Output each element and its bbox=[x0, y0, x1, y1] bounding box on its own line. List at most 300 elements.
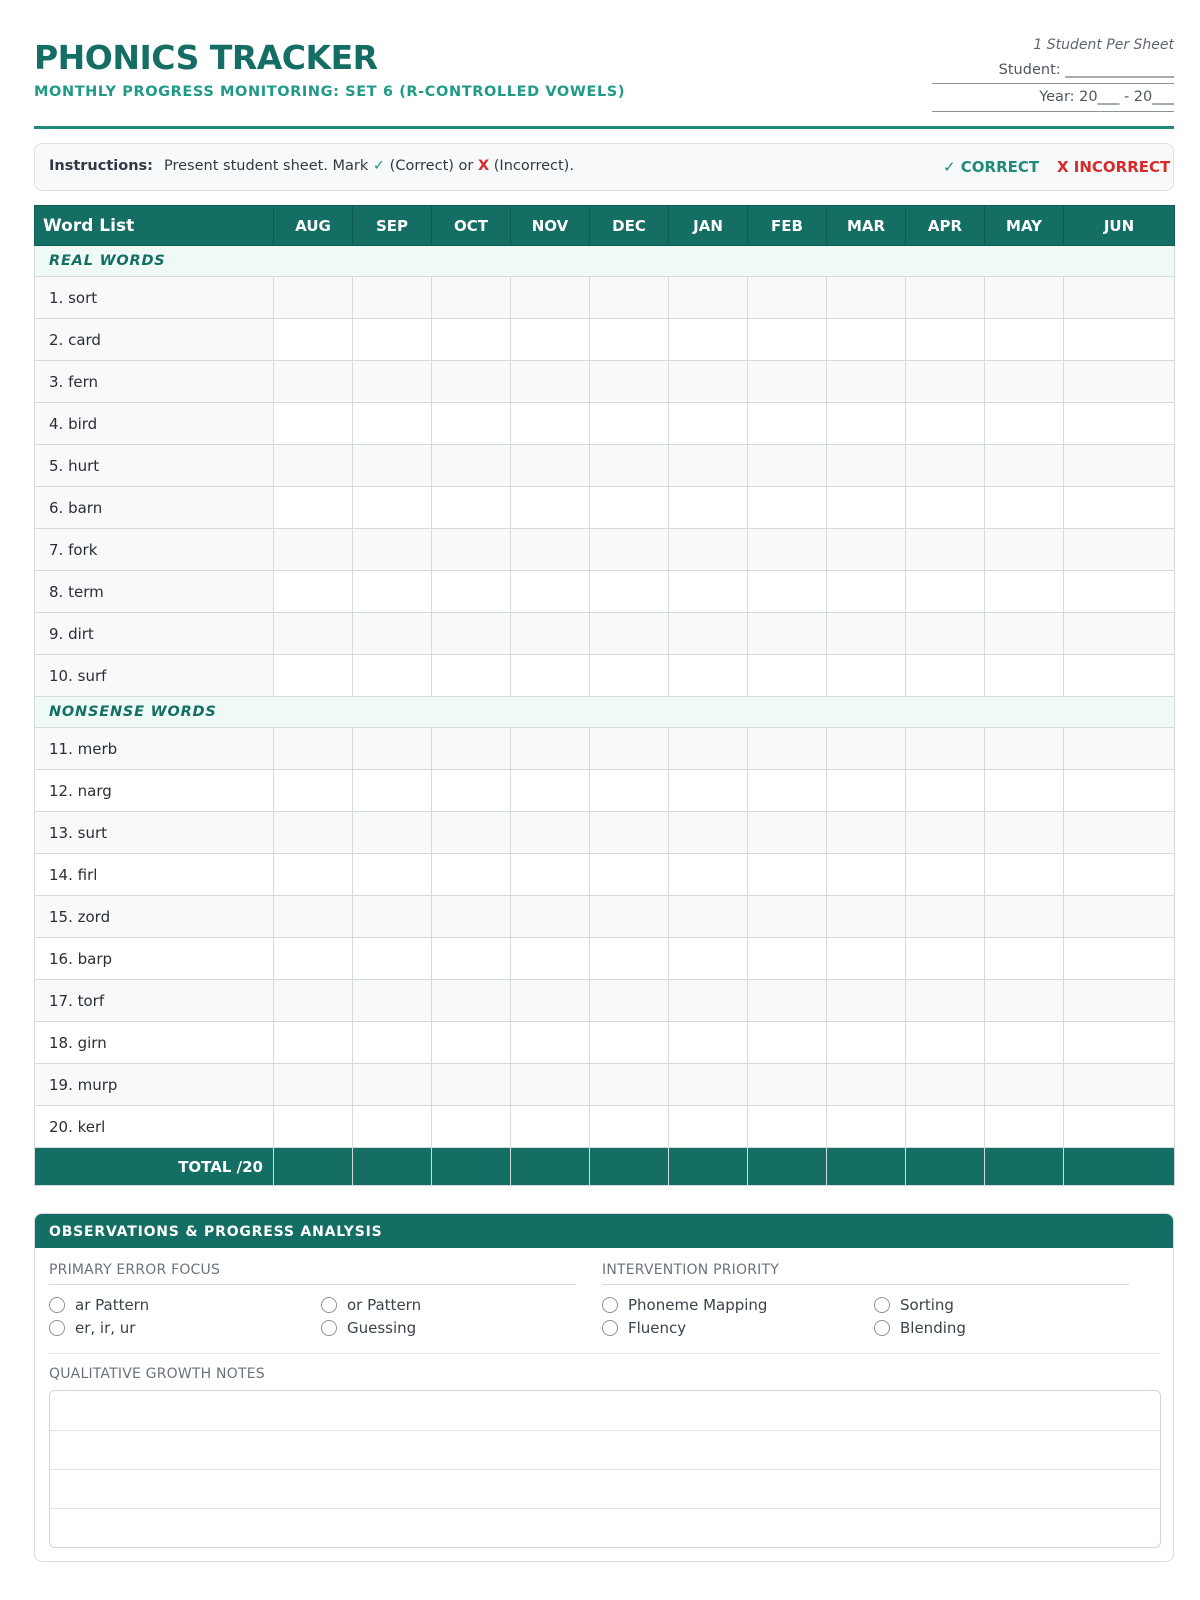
header-divider bbox=[34, 126, 1174, 129]
month-header-oct: OCT bbox=[432, 206, 511, 246]
score-cell[interactable] bbox=[432, 487, 511, 529]
option-blending[interactable] bbox=[874, 1319, 966, 1337]
word-list-header: Word List bbox=[35, 206, 274, 246]
score-cell[interactable] bbox=[985, 1106, 1064, 1148]
option-label: Phoneme Mapping bbox=[628, 1296, 768, 1314]
score-cell[interactable] bbox=[906, 938, 985, 980]
score-cell[interactable] bbox=[353, 770, 432, 812]
table-header-row bbox=[35, 206, 1175, 246]
score-cell[interactable] bbox=[669, 613, 748, 655]
score-cell[interactable] bbox=[274, 980, 353, 1022]
score-cell[interactable] bbox=[353, 1106, 432, 1148]
score-cell[interactable] bbox=[432, 361, 511, 403]
score-cell[interactable] bbox=[274, 445, 353, 487]
score-cell[interactable] bbox=[906, 1022, 985, 1064]
score-cell[interactable] bbox=[1064, 1064, 1175, 1106]
option-ar-pattern[interactable] bbox=[49, 1296, 149, 1314]
score-cell[interactable] bbox=[511, 445, 590, 487]
score-cell[interactable] bbox=[1064, 938, 1175, 980]
tracker-page bbox=[34, 0, 1174, 1382]
score-cell[interactable] bbox=[827, 728, 906, 770]
score-cell[interactable] bbox=[274, 938, 353, 980]
score-cell[interactable] bbox=[669, 938, 748, 980]
score-cell[interactable] bbox=[590, 812, 669, 854]
score-cell[interactable] bbox=[748, 529, 827, 571]
score-cell[interactable] bbox=[985, 613, 1064, 655]
score-cell[interactable] bbox=[353, 854, 432, 896]
score-cell[interactable] bbox=[274, 896, 353, 938]
score-cell[interactable] bbox=[432, 529, 511, 571]
score-cell[interactable] bbox=[590, 1022, 669, 1064]
score-cell[interactable] bbox=[353, 728, 432, 770]
score-cell[interactable] bbox=[669, 529, 748, 571]
score-cell[interactable] bbox=[511, 1022, 590, 1064]
instructions-bar bbox=[34, 143, 1174, 191]
score-cell[interactable] bbox=[1064, 655, 1175, 697]
score-cell[interactable] bbox=[274, 812, 353, 854]
score-cell[interactable] bbox=[827, 1022, 906, 1064]
score-cell[interactable] bbox=[906, 403, 985, 445]
month-header-dec: DEC bbox=[590, 206, 669, 246]
score-cell[interactable] bbox=[590, 613, 669, 655]
total-row bbox=[35, 1148, 1175, 1186]
score-cell[interactable] bbox=[827, 1064, 906, 1106]
score-cell[interactable] bbox=[511, 938, 590, 980]
score-cell[interactable] bbox=[590, 854, 669, 896]
student-field[interactable]: Student: _______________ bbox=[932, 62, 1174, 84]
score-cell[interactable] bbox=[511, 529, 590, 571]
score-cell[interactable] bbox=[1064, 896, 1175, 938]
score-cell[interactable] bbox=[906, 613, 985, 655]
score-cell[interactable] bbox=[985, 487, 1064, 529]
score-cell[interactable] bbox=[669, 854, 748, 896]
score-cell[interactable] bbox=[353, 487, 432, 529]
score-cell[interactable] bbox=[1064, 445, 1175, 487]
score-cell[interactable] bbox=[906, 1064, 985, 1106]
score-cell[interactable] bbox=[748, 770, 827, 812]
score-cell[interactable] bbox=[590, 770, 669, 812]
word-cell: 16. barp bbox=[35, 938, 274, 980]
score-cell[interactable] bbox=[985, 728, 1064, 770]
score-cell[interactable] bbox=[748, 938, 827, 980]
score-cell[interactable] bbox=[748, 812, 827, 854]
radio-icon[interactable] bbox=[874, 1320, 890, 1336]
radio-icon[interactable] bbox=[874, 1297, 890, 1313]
year-field[interactable]: Year: 20___ - 20___ bbox=[932, 89, 1174, 112]
section-divider bbox=[49, 1353, 1159, 1354]
score-cell[interactable] bbox=[827, 277, 906, 319]
score-cell[interactable] bbox=[827, 655, 906, 697]
growth-notes-area[interactable] bbox=[49, 1390, 1161, 1548]
score-cell[interactable] bbox=[748, 403, 827, 445]
score-cell[interactable] bbox=[1064, 1022, 1175, 1064]
score-cell[interactable] bbox=[432, 445, 511, 487]
score-cell[interactable] bbox=[985, 529, 1064, 571]
score-cell[interactable] bbox=[274, 361, 353, 403]
score-cell[interactable] bbox=[906, 728, 985, 770]
score-cell[interactable] bbox=[590, 655, 669, 697]
observations-panel bbox=[34, 1213, 1174, 1562]
score-cell[interactable] bbox=[906, 571, 985, 613]
score-cell[interactable] bbox=[906, 361, 985, 403]
score-cell[interactable] bbox=[669, 728, 748, 770]
score-cell[interactable] bbox=[432, 1106, 511, 1148]
score-cell[interactable] bbox=[1064, 728, 1175, 770]
total-cell[interactable] bbox=[432, 1148, 511, 1186]
total-cell[interactable] bbox=[1064, 1148, 1175, 1186]
score-cell[interactable] bbox=[906, 770, 985, 812]
intervention-title: INTERVENTION PRIORITY bbox=[602, 1262, 1129, 1285]
score-cell[interactable] bbox=[353, 403, 432, 445]
score-cell[interactable] bbox=[511, 854, 590, 896]
error-focus-title: PRIMARY ERROR FOCUS bbox=[49, 1262, 576, 1285]
score-cell[interactable] bbox=[748, 571, 827, 613]
word-cell: 2. card bbox=[35, 319, 274, 361]
score-cell[interactable] bbox=[985, 403, 1064, 445]
score-cell[interactable] bbox=[1064, 487, 1175, 529]
score-cell[interactable] bbox=[353, 319, 432, 361]
score-cell[interactable] bbox=[353, 571, 432, 613]
score-cell[interactable] bbox=[432, 980, 511, 1022]
score-cell[interactable] bbox=[511, 613, 590, 655]
score-cell[interactable] bbox=[985, 938, 1064, 980]
score-cell[interactable] bbox=[669, 487, 748, 529]
score-cell[interactable] bbox=[985, 1022, 1064, 1064]
score-cell[interactable] bbox=[748, 1106, 827, 1148]
score-cell[interactable] bbox=[274, 1022, 353, 1064]
score-cell[interactable] bbox=[669, 812, 748, 854]
score-cell[interactable] bbox=[274, 854, 353, 896]
score-cell[interactable] bbox=[274, 613, 353, 655]
radio-icon[interactable] bbox=[321, 1320, 337, 1336]
score-cell[interactable] bbox=[432, 1064, 511, 1106]
score-cell[interactable] bbox=[827, 770, 906, 812]
score-cell[interactable] bbox=[906, 854, 985, 896]
score-cell[interactable] bbox=[353, 655, 432, 697]
option-label: Sorting bbox=[900, 1296, 954, 1314]
score-cell[interactable] bbox=[511, 770, 590, 812]
table-row bbox=[35, 529, 1175, 571]
table-row bbox=[35, 938, 1175, 980]
score-cell[interactable] bbox=[748, 361, 827, 403]
score-cell[interactable] bbox=[274, 728, 353, 770]
score-cell[interactable] bbox=[1064, 812, 1175, 854]
score-cell[interactable] bbox=[432, 571, 511, 613]
score-cell[interactable] bbox=[748, 613, 827, 655]
score-cell[interactable] bbox=[590, 1064, 669, 1106]
option-er-ir-ur[interactable] bbox=[49, 1319, 135, 1337]
score-cell[interactable] bbox=[1064, 1106, 1175, 1148]
option-fluency[interactable] bbox=[602, 1319, 686, 1337]
notes-line bbox=[50, 1430, 1160, 1431]
score-cell[interactable] bbox=[669, 445, 748, 487]
score-cell[interactable] bbox=[906, 445, 985, 487]
score-cell[interactable] bbox=[827, 571, 906, 613]
score-cell[interactable] bbox=[1064, 770, 1175, 812]
score-cell[interactable] bbox=[511, 1064, 590, 1106]
score-cell[interactable] bbox=[1064, 613, 1175, 655]
option-phoneme-mapping[interactable] bbox=[602, 1296, 767, 1314]
score-cell[interactable] bbox=[511, 812, 590, 854]
score-cell[interactable] bbox=[432, 319, 511, 361]
score-cell[interactable] bbox=[274, 487, 353, 529]
legend-incorrect: X INCORRECT bbox=[1057, 158, 1171, 176]
score-cell[interactable] bbox=[985, 445, 1064, 487]
score-cell[interactable] bbox=[432, 1022, 511, 1064]
score-cell[interactable] bbox=[432, 938, 511, 980]
total-cell[interactable] bbox=[748, 1148, 827, 1186]
score-cell[interactable] bbox=[1064, 403, 1175, 445]
radio-icon[interactable] bbox=[321, 1297, 337, 1313]
score-cell[interactable] bbox=[432, 728, 511, 770]
word-cell: 8. term bbox=[35, 571, 274, 613]
score-cell[interactable] bbox=[906, 1106, 985, 1148]
total-cell[interactable] bbox=[827, 1148, 906, 1186]
score-cell[interactable] bbox=[906, 319, 985, 361]
score-cell[interactable] bbox=[590, 361, 669, 403]
table-row bbox=[35, 361, 1175, 403]
score-cell[interactable] bbox=[669, 1106, 748, 1148]
x-mark-icon: X bbox=[477, 158, 490, 174]
score-cell[interactable] bbox=[1064, 571, 1175, 613]
score-cell[interactable] bbox=[590, 277, 669, 319]
score-cell[interactable] bbox=[274, 770, 353, 812]
score-cell[interactable] bbox=[827, 361, 906, 403]
score-cell[interactable] bbox=[985, 896, 1064, 938]
total-cell[interactable] bbox=[353, 1148, 432, 1186]
score-cell[interactable] bbox=[906, 896, 985, 938]
score-cell[interactable] bbox=[511, 487, 590, 529]
word-cell: 4. bird bbox=[35, 403, 274, 445]
section-row bbox=[35, 246, 1175, 277]
score-cell[interactable] bbox=[669, 571, 748, 613]
option-sorting[interactable] bbox=[874, 1296, 954, 1314]
score-cell[interactable] bbox=[827, 896, 906, 938]
option-label: or Pattern bbox=[347, 1296, 422, 1314]
score-cell[interactable] bbox=[590, 896, 669, 938]
option-guessing[interactable] bbox=[321, 1319, 416, 1337]
score-cell[interactable] bbox=[353, 529, 432, 571]
table-row bbox=[35, 277, 1175, 319]
score-cell[interactable] bbox=[985, 854, 1064, 896]
score-cell[interactable] bbox=[274, 319, 353, 361]
score-cell[interactable] bbox=[827, 812, 906, 854]
score-cell[interactable] bbox=[432, 812, 511, 854]
score-cell[interactable] bbox=[1064, 980, 1175, 1022]
score-cell[interactable] bbox=[906, 980, 985, 1022]
score-cell[interactable] bbox=[748, 980, 827, 1022]
table-row bbox=[35, 613, 1175, 655]
score-cell[interactable] bbox=[1064, 854, 1175, 896]
score-cell[interactable] bbox=[669, 277, 748, 319]
total-cell[interactable] bbox=[985, 1148, 1064, 1186]
score-cell[interactable] bbox=[432, 403, 511, 445]
month-header-aug: AUG bbox=[274, 206, 353, 246]
total-cell[interactable] bbox=[274, 1148, 353, 1186]
score-cell[interactable] bbox=[669, 980, 748, 1022]
table-row bbox=[35, 728, 1175, 770]
score-cell[interactable] bbox=[906, 655, 985, 697]
score-cell[interactable] bbox=[511, 1106, 590, 1148]
total-cell[interactable] bbox=[511, 1148, 590, 1186]
option-label: Blending bbox=[900, 1319, 966, 1337]
score-cell[interactable] bbox=[432, 770, 511, 812]
option-or-pattern[interactable] bbox=[321, 1296, 421, 1314]
score-cell[interactable] bbox=[511, 361, 590, 403]
score-cell[interactable] bbox=[353, 613, 432, 655]
score-cell[interactable] bbox=[1064, 529, 1175, 571]
score-cell[interactable] bbox=[827, 487, 906, 529]
table-row bbox=[35, 403, 1175, 445]
score-cell[interactable] bbox=[748, 1064, 827, 1106]
score-cell[interactable] bbox=[353, 277, 432, 319]
score-cell[interactable] bbox=[353, 896, 432, 938]
score-cell[interactable] bbox=[827, 529, 906, 571]
score-cell[interactable] bbox=[827, 1106, 906, 1148]
radio-icon[interactable] bbox=[49, 1297, 65, 1313]
score-cell[interactable] bbox=[985, 770, 1064, 812]
page-subtitle: MONTHLY PROGRESS MONITORING: SET 6 (R-CONTROLLED VOWELS) bbox=[34, 84, 626, 100]
score-cell[interactable] bbox=[748, 854, 827, 896]
score-cell[interactable] bbox=[748, 896, 827, 938]
score-cell[interactable] bbox=[906, 529, 985, 571]
score-cell[interactable] bbox=[353, 812, 432, 854]
score-cell[interactable] bbox=[669, 1022, 748, 1064]
score-cell[interactable] bbox=[353, 938, 432, 980]
score-cell[interactable] bbox=[353, 361, 432, 403]
score-cell[interactable] bbox=[590, 487, 669, 529]
score-cell[interactable] bbox=[511, 896, 590, 938]
score-cell[interactable] bbox=[827, 854, 906, 896]
score-cell[interactable] bbox=[906, 277, 985, 319]
score-cell[interactable] bbox=[353, 1022, 432, 1064]
word-cell: 1. sort bbox=[35, 277, 274, 319]
option-label: Fluency bbox=[628, 1319, 687, 1337]
score-cell[interactable] bbox=[432, 613, 511, 655]
score-cell[interactable] bbox=[353, 1064, 432, 1106]
score-cell[interactable] bbox=[985, 980, 1064, 1022]
score-cell[interactable] bbox=[748, 445, 827, 487]
score-cell[interactable] bbox=[432, 854, 511, 896]
score-cell[interactable] bbox=[274, 655, 353, 697]
total-cell[interactable] bbox=[669, 1148, 748, 1186]
score-cell[interactable] bbox=[906, 487, 985, 529]
score-cell[interactable] bbox=[511, 277, 590, 319]
score-cell[interactable] bbox=[827, 319, 906, 361]
notes-line bbox=[50, 1469, 1160, 1470]
table-row bbox=[35, 655, 1175, 697]
score-cell[interactable] bbox=[590, 728, 669, 770]
score-cell[interactable] bbox=[748, 319, 827, 361]
table-row bbox=[35, 1022, 1175, 1064]
score-cell[interactable] bbox=[985, 1064, 1064, 1106]
score-cell[interactable] bbox=[590, 403, 669, 445]
instructions-text-after: (Incorrect). bbox=[489, 158, 574, 174]
score-cell[interactable] bbox=[1064, 277, 1175, 319]
score-cell[interactable] bbox=[985, 655, 1064, 697]
total-cell[interactable] bbox=[590, 1148, 669, 1186]
score-cell[interactable] bbox=[432, 655, 511, 697]
score-cell[interactable] bbox=[748, 277, 827, 319]
score-cell[interactable] bbox=[985, 319, 1064, 361]
score-cell[interactable] bbox=[590, 571, 669, 613]
total-label: TOTAL /20 bbox=[35, 1148, 274, 1186]
score-cell[interactable] bbox=[669, 896, 748, 938]
score-cell[interactable] bbox=[274, 1064, 353, 1106]
score-cell[interactable] bbox=[748, 487, 827, 529]
score-cell[interactable] bbox=[669, 361, 748, 403]
score-cell[interactable] bbox=[669, 403, 748, 445]
score-cell[interactable] bbox=[827, 403, 906, 445]
notes-line bbox=[50, 1508, 1160, 1509]
score-cell[interactable] bbox=[748, 728, 827, 770]
score-cell[interactable] bbox=[432, 896, 511, 938]
score-cell[interactable] bbox=[827, 445, 906, 487]
score-cell[interactable] bbox=[748, 1022, 827, 1064]
score-cell[interactable] bbox=[1064, 361, 1175, 403]
score-cell[interactable] bbox=[985, 277, 1064, 319]
score-cell[interactable] bbox=[353, 980, 432, 1022]
table-row bbox=[35, 571, 1175, 613]
total-cell[interactable] bbox=[906, 1148, 985, 1186]
score-cell[interactable] bbox=[590, 319, 669, 361]
word-cell: 11. merb bbox=[35, 728, 274, 770]
score-cell[interactable] bbox=[590, 445, 669, 487]
score-cell[interactable] bbox=[590, 938, 669, 980]
score-cell[interactable] bbox=[274, 529, 353, 571]
score-cell[interactable] bbox=[511, 728, 590, 770]
score-cell[interactable] bbox=[274, 403, 353, 445]
score-cell[interactable] bbox=[511, 571, 590, 613]
score-cell[interactable] bbox=[590, 980, 669, 1022]
word-cell: 19. murp bbox=[35, 1064, 274, 1106]
score-cell[interactable] bbox=[669, 770, 748, 812]
score-cell[interactable] bbox=[827, 980, 906, 1022]
score-cell[interactable] bbox=[511, 319, 590, 361]
instructions-text-before: Present student sheet. Mark bbox=[164, 158, 373, 174]
table-row bbox=[35, 487, 1175, 529]
score-cell[interactable] bbox=[511, 403, 590, 445]
score-cell[interactable] bbox=[827, 938, 906, 980]
score-cell[interactable] bbox=[669, 319, 748, 361]
score-cell[interactable] bbox=[985, 361, 1064, 403]
radio-icon[interactable] bbox=[602, 1297, 618, 1313]
score-cell[interactable] bbox=[590, 529, 669, 571]
score-cell[interactable] bbox=[669, 1064, 748, 1106]
score-cell[interactable] bbox=[985, 812, 1064, 854]
score-cell[interactable] bbox=[353, 445, 432, 487]
score-cell[interactable] bbox=[906, 812, 985, 854]
score-cell[interactable] bbox=[590, 1106, 669, 1148]
instructions-text-middle: (Correct) or bbox=[385, 158, 478, 174]
score-cell[interactable] bbox=[511, 655, 590, 697]
score-cell[interactable] bbox=[985, 571, 1064, 613]
score-cell[interactable] bbox=[827, 613, 906, 655]
section-title: REAL WORDS bbox=[35, 246, 1175, 277]
score-cell[interactable] bbox=[274, 277, 353, 319]
word-cell: 18. girn bbox=[35, 1022, 274, 1064]
score-cell[interactable] bbox=[1064, 319, 1175, 361]
score-cell[interactable] bbox=[432, 277, 511, 319]
score-cell[interactable] bbox=[274, 571, 353, 613]
radio-icon[interactable] bbox=[49, 1320, 65, 1336]
score-cell[interactable] bbox=[669, 655, 748, 697]
radio-icon[interactable] bbox=[602, 1320, 618, 1336]
score-cell[interactable] bbox=[748, 655, 827, 697]
score-cell[interactable] bbox=[511, 980, 590, 1022]
score-cell[interactable] bbox=[274, 1106, 353, 1148]
observations-title: OBSERVATIONS & PROGRESS ANALYSIS bbox=[35, 1214, 1173, 1248]
